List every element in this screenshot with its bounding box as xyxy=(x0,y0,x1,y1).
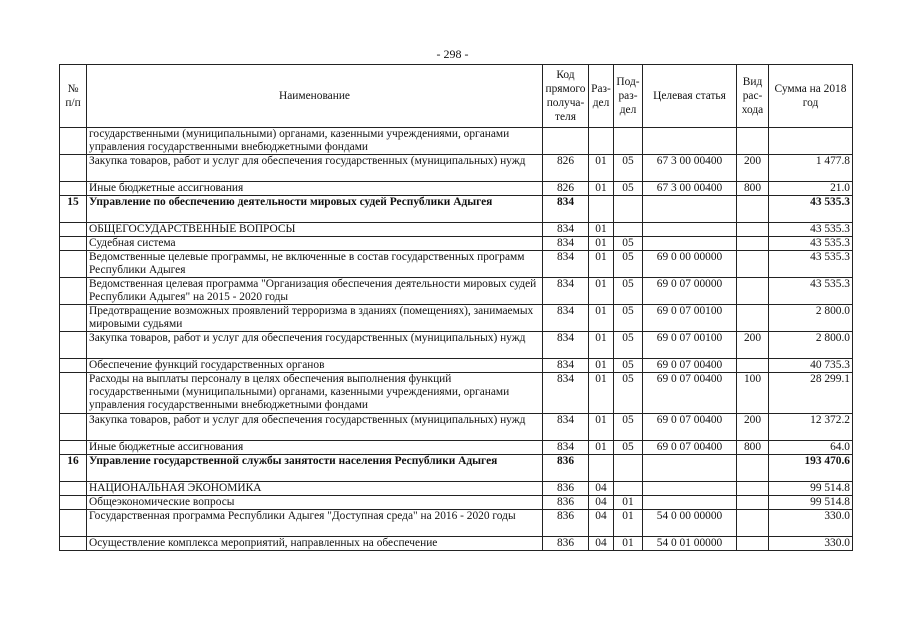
row-target: 69 0 07 00400 xyxy=(643,373,737,414)
row-sum: 43 535.3 xyxy=(769,251,853,278)
row-subsection: 05 xyxy=(614,155,643,182)
row-name: Ведомственная целевая программа "Организация обеспечения деятельности мировых судей Республики Адыгея" на 2015 - 2020 годы xyxy=(87,278,543,305)
row-num xyxy=(60,182,87,196)
row-name: Ведомственные целевые программы, не включенные в состав государственных программ Республики Адыгея xyxy=(87,251,543,278)
row-section: 04 xyxy=(589,537,614,551)
table-row xyxy=(60,359,853,373)
table-row xyxy=(60,196,853,223)
row-type xyxy=(737,455,769,482)
col-header-name: Наименование xyxy=(87,65,543,128)
page-number: - 298 - xyxy=(436,47,469,61)
row-subsection xyxy=(614,223,643,237)
row-code: 834 xyxy=(543,305,589,332)
row-num xyxy=(60,414,87,441)
row-code: 834 xyxy=(543,441,589,455)
row-sum: 21.0 xyxy=(769,182,853,196)
row-type: 200 xyxy=(737,414,769,441)
row-type xyxy=(737,482,769,496)
row-num xyxy=(60,359,87,373)
row-code: 836 xyxy=(543,455,589,482)
row-section xyxy=(589,455,614,482)
row-type xyxy=(737,196,769,223)
row-subsection: 05 xyxy=(614,441,643,455)
row-subsection: 05 xyxy=(614,278,643,305)
row-code: 836 xyxy=(543,510,589,537)
row-subsection: 01 xyxy=(614,537,643,551)
row-sum: 2 800.0 xyxy=(769,332,853,359)
row-num xyxy=(60,441,87,455)
row-code xyxy=(543,128,589,155)
row-sum: 1 477.8 xyxy=(769,155,853,182)
row-code: 834 xyxy=(543,373,589,414)
row-type xyxy=(737,496,769,510)
row-num xyxy=(60,251,87,278)
row-type xyxy=(737,305,769,332)
row-type: 200 xyxy=(737,155,769,182)
row-num xyxy=(60,537,87,551)
row-num xyxy=(60,482,87,496)
table-row xyxy=(60,537,853,551)
row-code: 834 xyxy=(543,223,589,237)
table-row xyxy=(60,455,853,482)
col-header-num: № п/п xyxy=(60,65,87,128)
row-sum: 193 470.6 xyxy=(769,455,853,482)
row-type: 800 xyxy=(737,441,769,455)
row-section: 01 xyxy=(589,305,614,332)
row-code: 834 xyxy=(543,278,589,305)
row-num: 16 xyxy=(60,455,87,482)
row-type xyxy=(737,510,769,537)
col-header-code: Код прямого получа-теля xyxy=(543,65,589,128)
table-row xyxy=(60,414,853,441)
row-type: 200 xyxy=(737,332,769,359)
row-sum: 40 735.3 xyxy=(769,359,853,373)
row-sum: 43 535.3 xyxy=(769,196,853,223)
row-target xyxy=(643,455,737,482)
row-name: ОБЩЕГОСУДАРСТВЕННЫЕ ВОПРОСЫ xyxy=(87,223,543,237)
row-subsection: 05 xyxy=(614,251,643,278)
row-name: Общеэкономические вопросы xyxy=(87,496,543,510)
row-num xyxy=(60,278,87,305)
row-target: 69 0 07 00100 xyxy=(643,332,737,359)
row-type: 100 xyxy=(737,373,769,414)
row-section xyxy=(589,196,614,223)
row-code: 826 xyxy=(543,182,589,196)
table-row xyxy=(60,155,853,182)
row-code: 836 xyxy=(543,482,589,496)
row-name: Управление государственной службы занятости населения Республики Адыгея xyxy=(87,455,543,482)
row-sum xyxy=(769,128,853,155)
table-row xyxy=(60,278,853,305)
row-num xyxy=(60,332,87,359)
row-num xyxy=(60,305,87,332)
row-name: Управление по обеспечению деятельности мировых судей Республики Адыгея xyxy=(87,196,543,223)
row-section: 01 xyxy=(589,182,614,196)
row-sum: 99 514.8 xyxy=(769,482,853,496)
row-section: 01 xyxy=(589,441,614,455)
row-name: Закупка товаров, работ и услуг для обеспечения государственных (муниципальных) нужд xyxy=(87,414,543,441)
row-num xyxy=(60,155,87,182)
row-target xyxy=(643,237,737,251)
row-sum: 330.0 xyxy=(769,537,853,551)
row-section: 01 xyxy=(589,373,614,414)
row-name: Закупка товаров, работ и услуг для обеспечения государственных (муниципальных) нужд xyxy=(87,155,543,182)
row-name: Иные бюджетные ассигнования xyxy=(87,441,543,455)
row-section: 01 xyxy=(589,332,614,359)
row-name: Расходы на выплаты персоналу в целях обеспечения выполнения функций государственными (муниципальными) органами, казенными учреждениями, органами управления государственными внебюджетными фондами xyxy=(87,373,543,414)
table-row xyxy=(60,482,853,496)
row-name: Иные бюджетные ассигнования xyxy=(87,182,543,196)
table-row xyxy=(60,128,853,155)
row-code: 834 xyxy=(543,359,589,373)
row-section: 01 xyxy=(589,359,614,373)
row-section: 01 xyxy=(589,251,614,278)
row-target: 67 3 00 00400 xyxy=(643,182,737,196)
row-name: НАЦИОНАЛЬНАЯ ЭКОНОМИКА xyxy=(87,482,543,496)
table-row xyxy=(60,373,853,414)
row-section: 01 xyxy=(589,414,614,441)
row-target: 54 0 01 00000 xyxy=(643,537,737,551)
row-section: 04 xyxy=(589,510,614,537)
row-subsection: 05 xyxy=(614,237,643,251)
row-target xyxy=(643,128,737,155)
row-subsection: 05 xyxy=(614,305,643,332)
row-subsection xyxy=(614,482,643,496)
row-code: 834 xyxy=(543,196,589,223)
row-subsection: 01 xyxy=(614,496,643,510)
col-header-target: Целевая статья xyxy=(643,65,737,128)
row-target: 69 0 07 00400 xyxy=(643,359,737,373)
row-subsection: 05 xyxy=(614,414,643,441)
row-code: 834 xyxy=(543,237,589,251)
row-type xyxy=(737,237,769,251)
table-row xyxy=(60,182,853,196)
row-target xyxy=(643,196,737,223)
row-num xyxy=(60,128,87,155)
row-num xyxy=(60,496,87,510)
row-subsection: 05 xyxy=(614,359,643,373)
row-subsection xyxy=(614,196,643,223)
row-subsection xyxy=(614,128,643,155)
table-row xyxy=(60,441,853,455)
row-name: Осуществление комплекса мероприятий, направленных на обеспечение xyxy=(87,537,543,551)
table-row xyxy=(60,305,853,332)
row-subsection: 05 xyxy=(614,182,643,196)
table-header-row xyxy=(60,65,853,128)
row-sum: 99 514.8 xyxy=(769,496,853,510)
budget-table xyxy=(59,64,853,551)
row-target xyxy=(643,496,737,510)
row-sum: 12 372.2 xyxy=(769,414,853,441)
row-target xyxy=(643,482,737,496)
col-header-sum: Сумма на 2018 год xyxy=(769,65,853,128)
col-header-section: Раз-дел xyxy=(589,65,614,128)
row-type xyxy=(737,278,769,305)
row-target: 54 0 00 00000 xyxy=(643,510,737,537)
row-section: 04 xyxy=(589,496,614,510)
row-type xyxy=(737,128,769,155)
row-target: 69 0 07 00400 xyxy=(643,414,737,441)
row-sum: 64.0 xyxy=(769,441,853,455)
col-header-subsection: Под-раз-дел xyxy=(614,65,643,128)
row-name: Государственная программа Республики Адыгея "Доступная среда" на 2016 - 2020 годы xyxy=(87,510,543,537)
row-section: 01 xyxy=(589,155,614,182)
row-code: 834 xyxy=(543,332,589,359)
row-subsection xyxy=(614,455,643,482)
row-sum: 2 800.0 xyxy=(769,305,853,332)
col-header-type: Вид рас-хода xyxy=(737,65,769,128)
row-code: 834 xyxy=(543,414,589,441)
row-sum: 43 535.3 xyxy=(769,278,853,305)
row-sum: 28 299.1 xyxy=(769,373,853,414)
row-target xyxy=(643,223,737,237)
row-target: 69 0 07 00000 xyxy=(643,278,737,305)
row-target: 69 0 07 00100 xyxy=(643,305,737,332)
row-subsection: 05 xyxy=(614,332,643,359)
row-sum: 330.0 xyxy=(769,510,853,537)
row-code: 836 xyxy=(543,537,589,551)
row-name: Судебная система xyxy=(87,237,543,251)
row-type: 800 xyxy=(737,182,769,196)
table-row xyxy=(60,251,853,278)
table-row xyxy=(60,510,853,537)
row-section xyxy=(589,128,614,155)
row-code: 826 xyxy=(543,155,589,182)
row-target: 67 3 00 00400 xyxy=(643,155,737,182)
row-code: 834 xyxy=(543,251,589,278)
row-sum: 43 535.3 xyxy=(769,237,853,251)
row-subsection: 01 xyxy=(614,510,643,537)
row-name: Обеспечение функций государственных органов xyxy=(87,359,543,373)
table-row xyxy=(60,496,853,510)
row-subsection: 05 xyxy=(614,373,643,414)
row-type xyxy=(737,223,769,237)
row-code: 836 xyxy=(543,496,589,510)
table-row xyxy=(60,223,853,237)
row-section: 01 xyxy=(589,278,614,305)
row-type xyxy=(737,359,769,373)
table-row xyxy=(60,237,853,251)
row-section: 01 xyxy=(589,237,614,251)
row-num xyxy=(60,237,87,251)
row-name: государственными (муниципальными) органами, казенными учреждениями, органами управления государственными внебюджетными фондами xyxy=(87,128,543,155)
row-name: Предотвращение возможных проявлений терроризма в зданиях (помещениях), занимаемых мировыми судьями xyxy=(87,305,543,332)
row-target: 69 0 07 00400 xyxy=(643,441,737,455)
row-num xyxy=(60,373,87,414)
row-num xyxy=(60,223,87,237)
row-section: 01 xyxy=(589,223,614,237)
row-type xyxy=(737,251,769,278)
row-name: Закупка товаров, работ и услуг для обеспечения государственных (муниципальных) нужд xyxy=(87,332,543,359)
table-row xyxy=(60,332,853,359)
row-num: 15 xyxy=(60,196,87,223)
row-num xyxy=(60,510,87,537)
row-target: 69 0 00 00000 xyxy=(643,251,737,278)
row-sum: 43 535.3 xyxy=(769,223,853,237)
row-section: 04 xyxy=(589,482,614,496)
row-type xyxy=(737,537,769,551)
